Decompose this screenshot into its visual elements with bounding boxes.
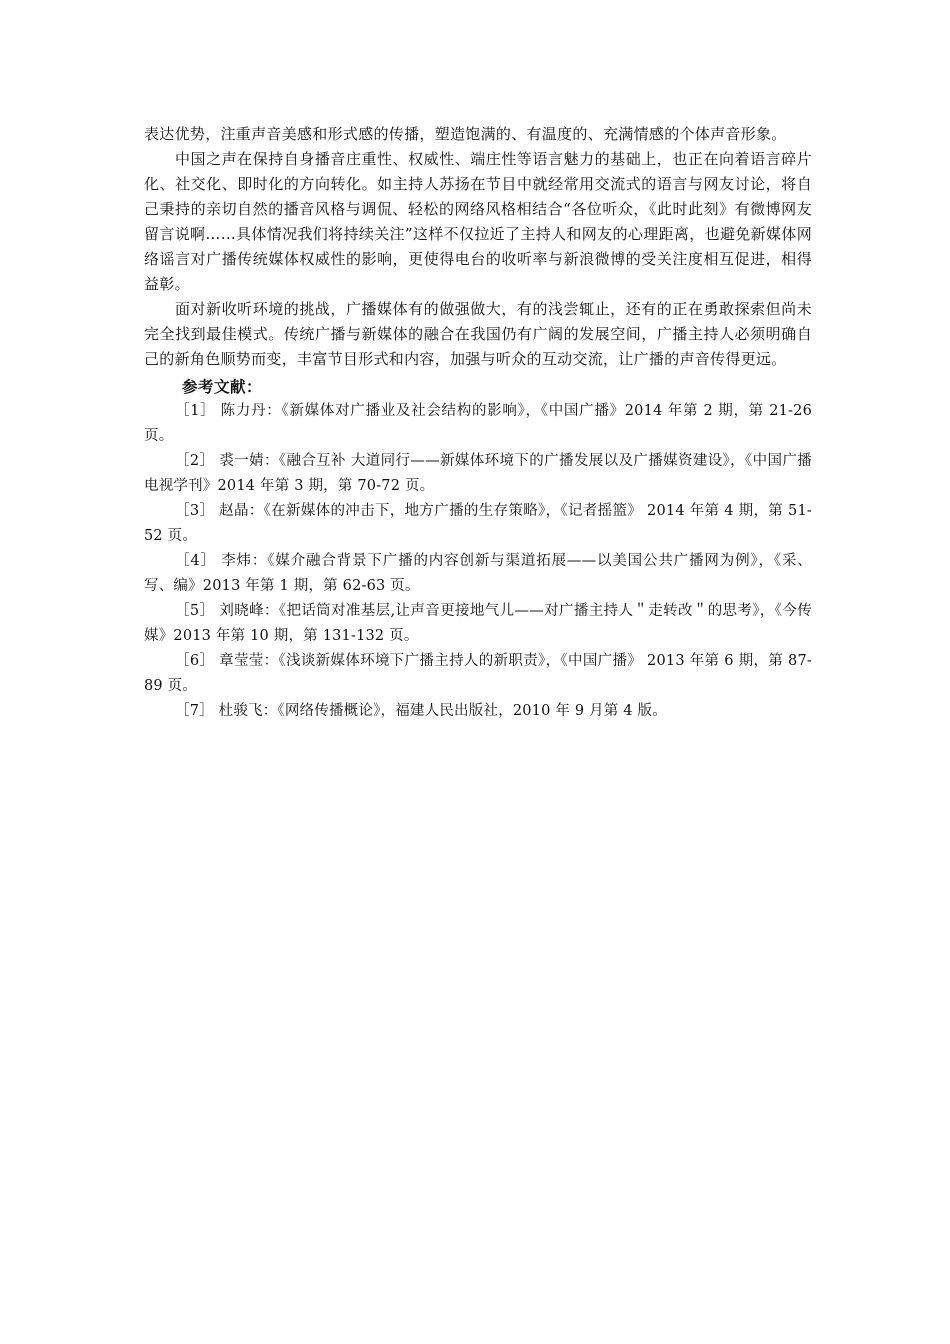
reference-item-4: ［4］ 李炜：《媒介融合背景下广播的内容创新与渠道拓展——以美国公共广播网为例》，《采、写、编》2013 年第 1 期，第 62-63 页。 [144, 553, 812, 594]
references-heading: 参考文献： [182, 377, 263, 396]
document-page [144, 122, 812, 724]
body-paragraph-3: 面对新收听环境的挑战，广播媒体有的做强做大，有的浅尝辄止，还有的正在勇敢探索但尚未完全找到最佳模式。传统广播与新媒体的融合在我国仍有广阔的发展空间，广播主持人必须明确自己的新角色顺势而变，丰富节目形式和内容，加强与听众的互动交流，让广播的声音传得更远。 [144, 300, 812, 368]
reference-item-2: ［2］ 裘一婧：《融合互补 大道同行——新媒体环境下的广播发展以及广播媒资建设》，《中国广播电视学刊》2014 年第 3 期，第 70-72 页。 [144, 453, 812, 494]
reference-list [144, 399, 812, 724]
reference-item-6: ［6］ 章莹莹：《浅谈新媒体环境下广播主持人的新职责》，《中国广播》 2013 年第 6 期，第 87-89 页。 [144, 653, 812, 694]
reference-item-7: ［7］ 杜骏飞：《网络传播概论》，福建人民出版社，2010 年 9 月第 4 版。 [175, 703, 667, 719]
reference-item-5: ［5］ 刘晓峰：《把话筒对准基层,让声音更接地气儿——对广播主持人＂走转改＂的思考》，《今传媒》2013 年第 10 期，第 131-132 页。 [144, 603, 812, 644]
reference-item-1: ［1］ 陈力丹：《新媒体对广播业及社会结构的影响》，《中国广播》2014 年第 2 期，第 21-26 页。 [144, 403, 812, 444]
body-paragraph-1: 表达优势，注重声音美感和形式感的传播，塑造饱满的、有温度的、充满情感的个体声音形象。 [144, 125, 787, 143]
reference-item-3: ［3］ 赵晶：《在新媒体的冲击下，地方广播的生存策略》，《记者摇篮》 2014 年第 4 期，第 51-52 页。 [144, 503, 812, 544]
body-paragraph-2: 中国之声在保持自身播音庄重性、权威性、端庄性等语言魅力的基础上，也正在向着语言碎片化、社交化、即时化的方向转化。如主持人苏扬在节目中就经常用交流式的语言与网友讨论，将自己秉持的亲切自然的播音风格与调侃、轻松的网络风格相结合“各位听众，《此时此刻》有微博网友留言说啊……具体情况我们将持续关注”这样不仅拉近了主持人和网友的心理距离，也避免新媒体网络谣言对广播传统媒体权威性的影响，更使得电台的收听率与新浪微博的受关注度相互促进，相得益彰。 [144, 150, 812, 293]
